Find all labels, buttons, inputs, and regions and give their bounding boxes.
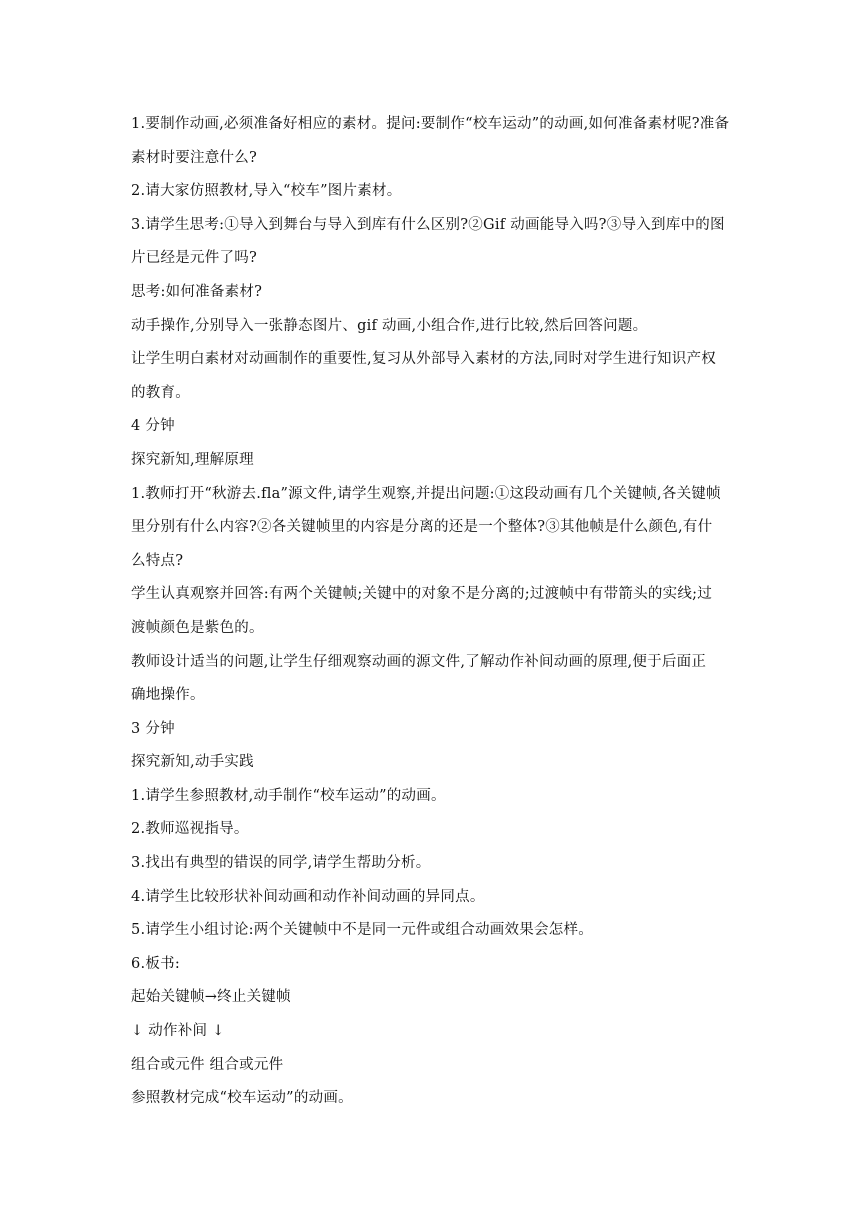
text-line: 的教育。 — [131, 384, 190, 401]
board-line: 组合或元件 组合或元件 — [131, 1056, 284, 1073]
board-line: 起始关键帧→终止关键帧 — [131, 989, 291, 1006]
text-line: 参照教材完成“校车运动”的动画。 — [131, 1090, 353, 1107]
text-line: 3.找出有典型的错误的同学,请学生帮助分析。 — [131, 855, 431, 872]
section-heading: 探究新知,理解原理 — [131, 451, 254, 468]
text-line: 里分别有什么内容?②各关键帧里的内容是分离的还是一个整体?③其他帧是什么颜色,有什 — [131, 519, 713, 536]
text-line: 3.请学生思考:①导入到舞台与导入到库有什么区别?②Gif 动画能导入吗?③导入到库中的图 — [131, 216, 725, 233]
text-line: 1.要制作动画,必须准备好相应的素材。提问:要制作“校车运动”的动画,如何准备素材呢?准备 — [131, 116, 730, 132]
text-line: 2.教师巡视指导。 — [131, 821, 249, 838]
text-line: 4.请学生比较形状补间动画和动作补间动画的异同点。 — [131, 888, 485, 905]
text-line: 5.请学生小组讨论:两个关键帧中不是同一元件或组合动画效果会怎样。 — [131, 922, 593, 939]
text-line: 1.教师打开“秋游去.fla”源文件,请学生观察,并提出问题:①这段动画有几个关键帧,各关键帧 — [131, 485, 721, 502]
text-line: 让学生明白素材对动画制作的重要性,复习从外部导入素材的方法,同时对学生进行知识产权 — [131, 351, 716, 368]
text-line: 1.请学生参照教材,动手制作“校车运动”的动画。 — [131, 787, 446, 804]
text-line: 素材时要注意什么? — [131, 149, 258, 166]
text-line: 学生认真观察并回答:有两个关键帧;关键中的对象不是分离的;过渡帧中有带箭头的实线;过 — [131, 586, 713, 603]
document-body — [131, 108, 731, 1116]
text-line: 教师设计适当的问题,让学生仔细观察动画的源文件,了解动作补间动画的原理,便于后面正 — [131, 653, 707, 670]
text-line: 确地操作。 — [131, 687, 205, 704]
text-line: 思考:如何准备素材? — [131, 283, 263, 300]
section-heading: 探究新知,动手实践 — [131, 754, 254, 771]
board-line: ↓ 动作补间 ↓ — [131, 1023, 225, 1040]
text-line: 6.板书: — [131, 955, 180, 972]
text-line: 动手操作,分别导入一张静态图片、gif 动画,小组合作,进行比较,然后回答问题。 — [131, 317, 648, 334]
text-line: 2.请大家仿照教材,导入“校车”图片素材。 — [131, 183, 402, 200]
duration-label: 4 分钟 — [131, 418, 175, 435]
text-line: 么特点? — [131, 552, 184, 569]
duration-label: 3 分钟 — [131, 720, 175, 737]
text-line: 渡帧颜色是紫色的。 — [131, 619, 264, 636]
text-line: 片已经是元件了吗? — [131, 250, 258, 267]
